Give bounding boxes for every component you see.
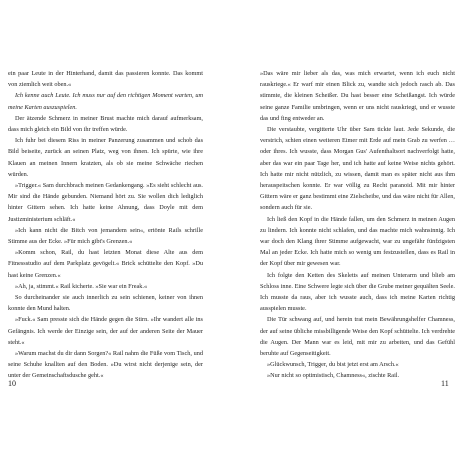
paragraph: »Das wäre mir lieber als das, was mich erwartet, wenn ich euch nicht rauskriege.« Er warf mir einen Blick zu, wandte sich jedoch rasch ab. Das stimmte, die kleinen Scheißer. Du hast besser eine Scheißangst. Ich würde seine ganze Familie umbringen, wenn er uns nicht rauskriegt, und er wusste das und fing entweder an.: [260, 70, 455, 122]
paragraph: »Fuck.« Sam presste sich die Hände gegen die Stirn. »Ihr wandert alle ins Gefängnis. Ich werde der Einzige sein, der auf der anderen Seite der Mauer steht.«: [8, 316, 203, 346]
paragraph: »Nur nicht so optimistisch, Chamness«, zischte Rail.: [267, 372, 400, 380]
page-number-right: 11: [441, 379, 449, 388]
paragraph: »Ah, ja, stimmt.« Rail kicherte. »Sie war ein Freak.«: [15, 282, 148, 290]
paragraph: »Ich kann nicht die Bitch von jemandem sein«, ertönte Rails schrille Stimme aus der Ecke. »Für mich gibt's Grenzen.«: [8, 226, 203, 246]
right-page: [260, 68, 455, 382]
page-number-left: 10: [8, 379, 16, 388]
paragraph: »Trigger.« Sam durchbrach meinen Gedankengang. »Es sieht schlecht aus. Mir sind die Hände gebunden. Niemand hört zu. Sie wollen dich lediglich hinter Gittern sehen. Ich hatte keine Ahnung, dass Doyle mit dem Justizministerium schläft.«: [8, 182, 203, 223]
paragraph: »Komm schon, Rail, du hast letzten Monat diese Alte aus dem Fitnessstudio auf dem Parkplatz gevögelt.« Brick schüttelte den Kopf. »Du hast keine Grenzen.«: [8, 249, 203, 279]
left-page: [8, 68, 203, 382]
paragraph: Die verstaubte, vergitterte Uhr über Sam tickte laut. Jede Sekunde, die verstrich, schien einen weiteren Eimer mit Erde auf mein Grab zu werfen … oder ihres. Ich wusste, dass Morgan Gus' Aufenthaltsort nachverfolgt hatte, aber das war ein paar Tage her, und ich hatte auf keine Weise nichts gehört. Ich hatte mir nicht nützlich, zu wissen, damit man es später nicht aus ihm herauspeitschen konnte. Er war völlig zu Recht paranoid. Mit mir hinter Gittern wäre er ganz bestimmt eine Zielscheibe, und das wäre nicht für Allen, sondern auch für sie.: [260, 126, 455, 212]
paragraph: ein paar Leute in der Hinterhand, damit das passieren konnte. Das kommt von ziemlich weit oben.«: [8, 70, 203, 89]
paragraph: »Warum machst du dir dann Sorgen?« Rail nahm die Füße vom Tisch, und seine Schuhe knallten auf den Boden. »Du wirst nicht derjenige sein, der unter der Gemeinschaftsdusche geht.«: [8, 350, 203, 380]
paragraph: Ich folgte den Ketten des Skeletts auf meinen Unterarm und blieb am Schloss inne. Eine Schwere legte sich über die Grube meiner gequälten Seele. Ich musste da raus, aber ich wusste auch, dass ich meine Karten richtig ausspielen musste.: [260, 271, 455, 313]
paragraph: Ich kenne auch Leute. Ich muss nur auf den richtigen Moment warten, um meine Karten auszuspielen.: [8, 92, 203, 111]
paragraph: Ich ließ den Kopf in die Hände fallen, um den Schmerz in meinen Augen zu lindern. Ich konnte nicht schlafen, und das machte mich wahnsinnig. Ich war doch den Klang ihrer Stimme aufgewacht, war zu ungefähr fünfzigsten Mal an jeder Ecke. Ich hatte mich so wenig um festzustellen, dass es Rail in der Kopf über mir gewesen war.: [260, 215, 455, 268]
paragraph: Ich fuhr bei diesem Riss in meiner Panzerung zusammen und schob das Bild beiseite, zurück an seinen Platz, weg von ihnen. Ich spürte, wie ihre Klauen an meinen Innern kratzten, als ob sie meine Schwäche riechen würden.: [8, 137, 203, 178]
paragraph: Die Tür schwang auf, und herein trat mein Bewährungshelfer Chamness, der auf seine übliche missbilligende Weise den Kopf schüttelte. Ich verdrehte die Augen. Der Mann war es leid, mit mir zu arbeiten, und das Gefühl beruhte auf Gegenseitigkeit.: [260, 316, 455, 358]
paragraph: So durcheinander sie auch innerlich zu sein schienen, keiner von ihnen konnte den Mund halten.: [8, 294, 203, 313]
paragraph: »Glückwunsch, Trigger, du bist jetzt erst am Arsch.«: [267, 361, 399, 369]
paragraph: Der ätzende Schmerz in meiner Brust machte mich darauf aufmerksam, dass mich gleich ein Bild von ihr treffen würde.: [8, 114, 203, 134]
